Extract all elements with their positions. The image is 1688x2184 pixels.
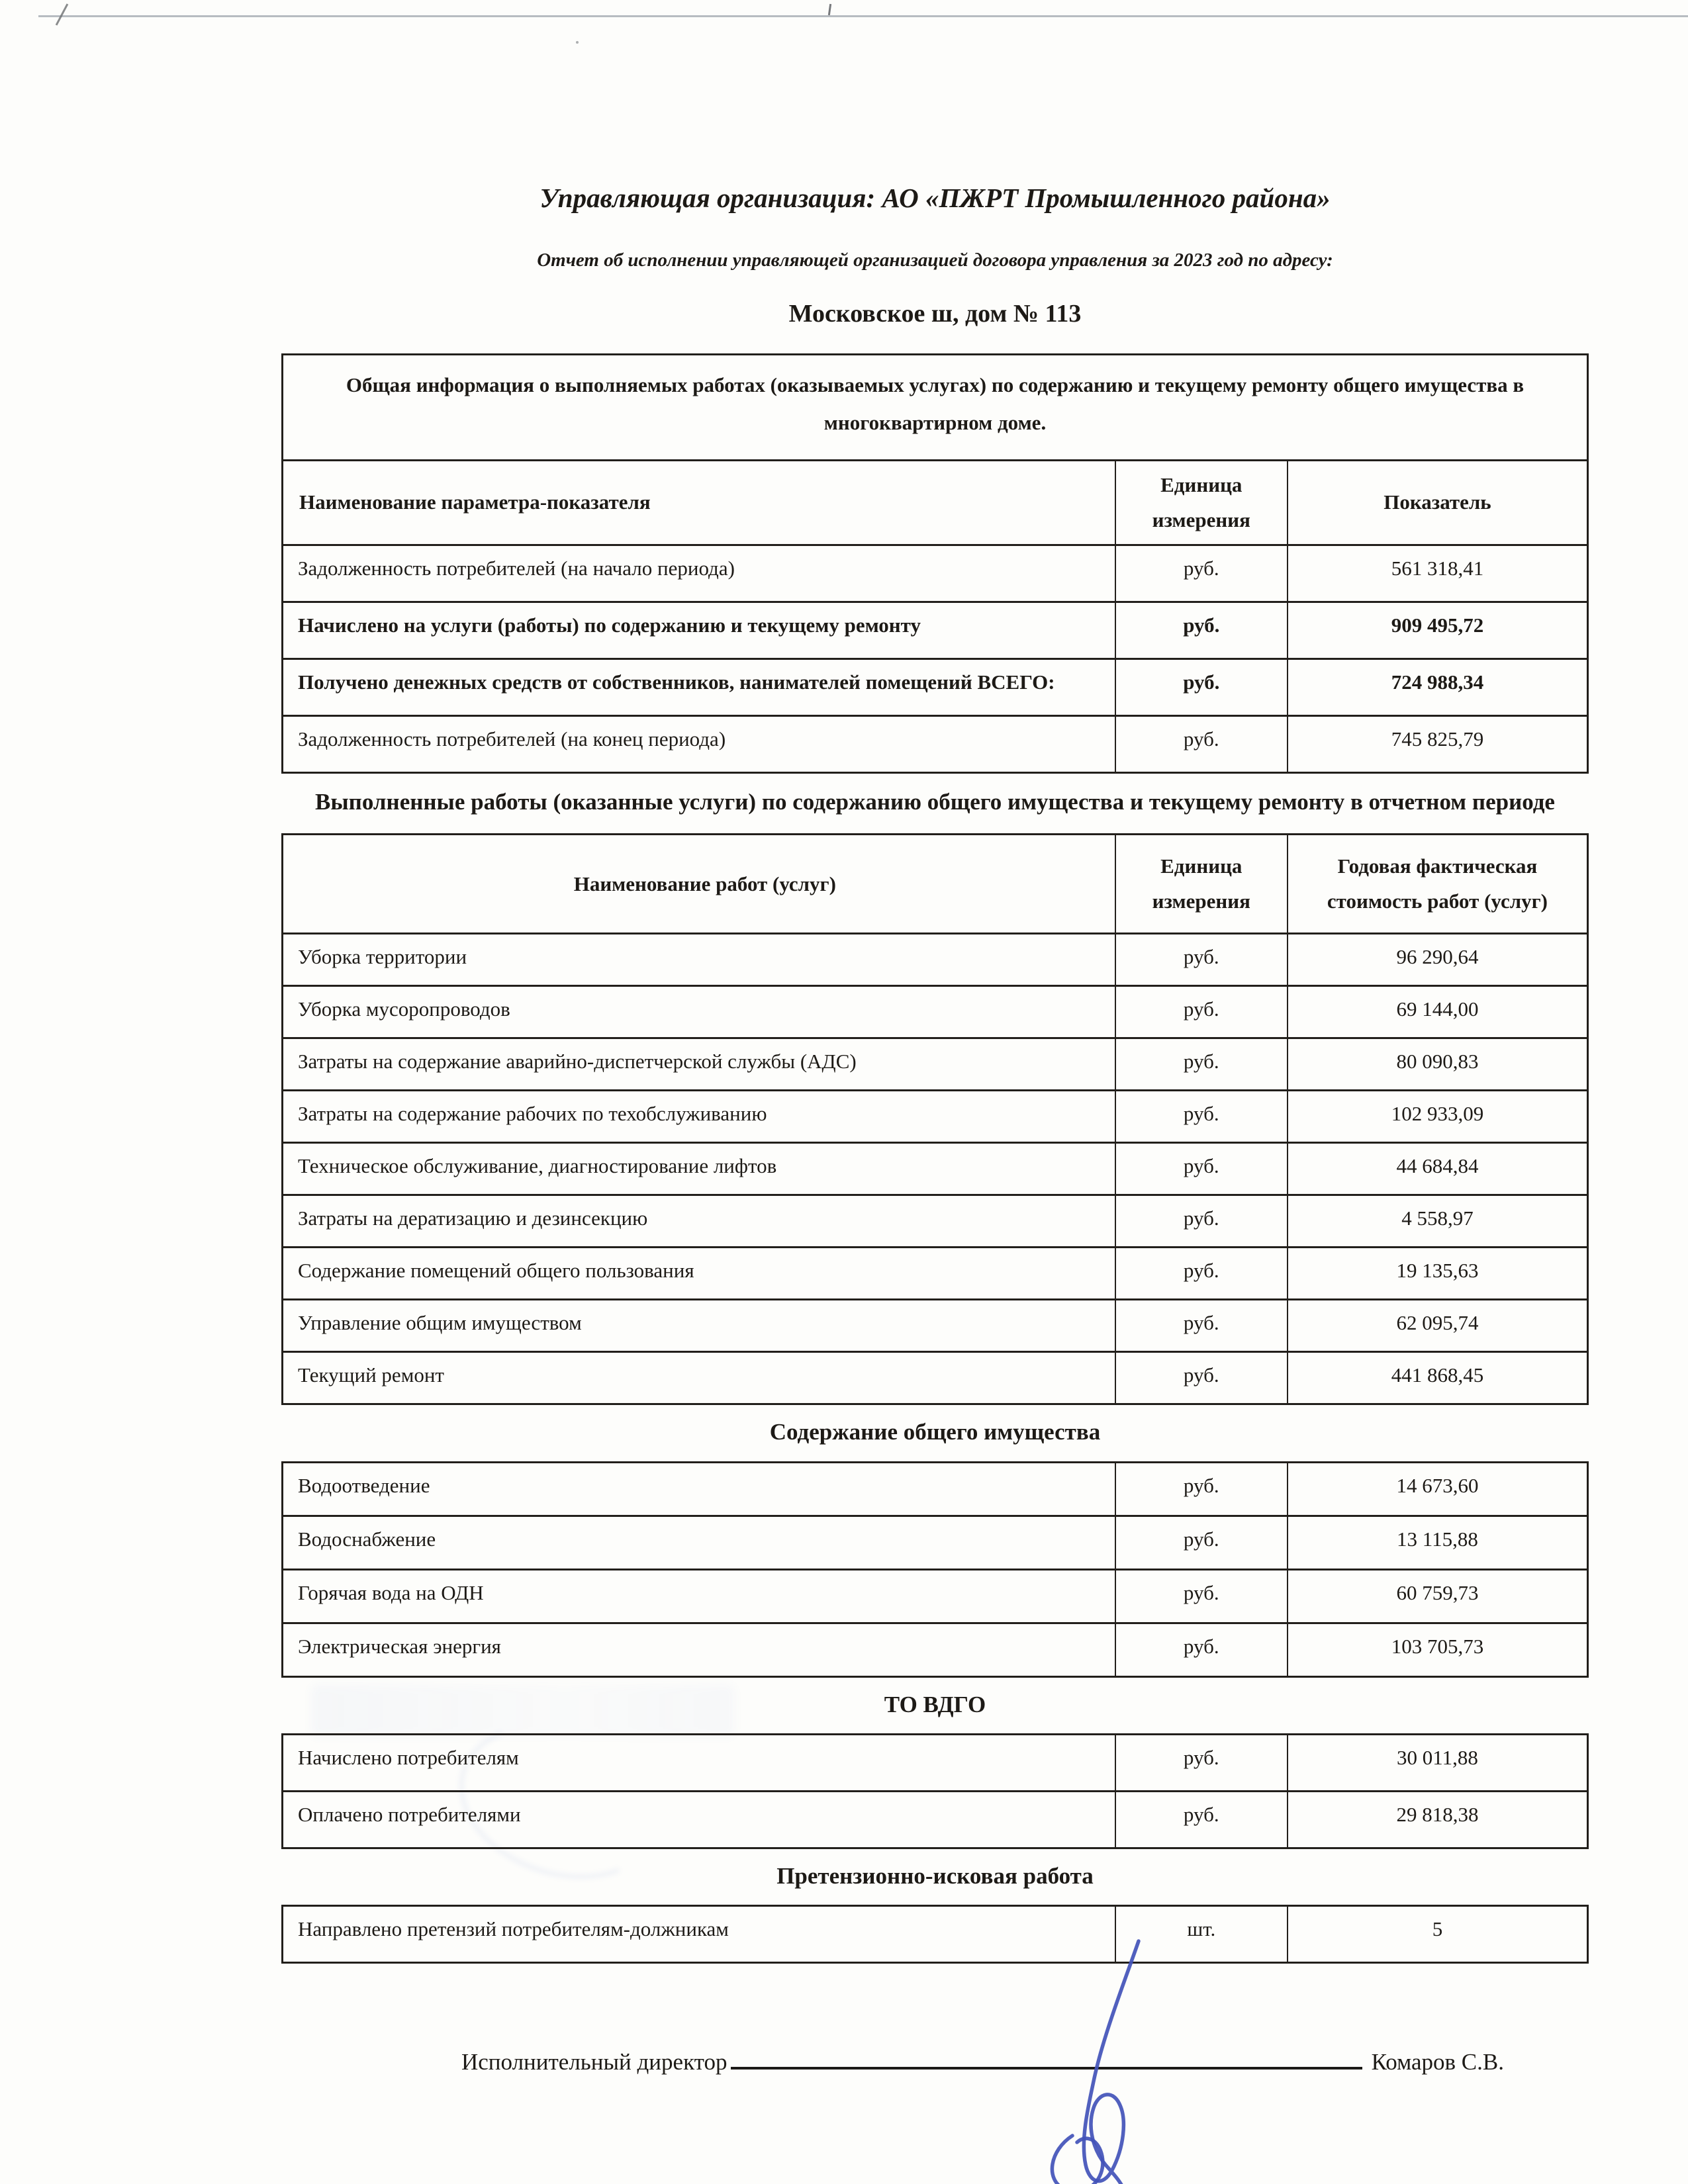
- unit-cell: руб.: [1115, 1623, 1288, 1676]
- unit-cell: руб.: [1115, 1143, 1288, 1195]
- scan-artifact-tick: [56, 3, 69, 25]
- table-row: [283, 1352, 1588, 1404]
- signature-line: [731, 2042, 1362, 2070]
- work-name-cell: Затраты на содержание аварийно-диспетчерской службы (АДС): [283, 1038, 1115, 1091]
- unit-cell: руб.: [1115, 1195, 1288, 1248]
- table-row: [283, 1623, 1588, 1676]
- value-cell: 724 988,34: [1288, 659, 1588, 716]
- table-row: [283, 1569, 1588, 1623]
- work-name-cell: Затраты на содержание рабочих по техобслуживанию: [283, 1091, 1115, 1143]
- value-cell: 5: [1288, 1906, 1588, 1963]
- value-cell: 909 495,72: [1288, 602, 1588, 659]
- parameter-name-cell: Получено денежных средств от собственников, нанимателей помещений ВСЕГО:: [283, 659, 1115, 716]
- performed-works-rows: [283, 934, 1588, 1404]
- parameter-name-cell: Начислено на услуги (работы) по содержанию и текущему ремонту: [283, 602, 1115, 659]
- unit-cell: руб.: [1115, 545, 1288, 602]
- work-name-cell: Текущий ремонт: [283, 1352, 1115, 1404]
- unit-cell: руб.: [1115, 1352, 1288, 1404]
- value-cell: 561 318,41: [1288, 545, 1588, 602]
- value-cell: 69 144,00: [1288, 986, 1588, 1038]
- maintenance-table: [281, 1461, 1589, 1678]
- table-row: [283, 1300, 1588, 1352]
- work-name-cell: Уборка мусоропроводов: [283, 986, 1115, 1038]
- table-row: [283, 1516, 1588, 1569]
- column-header-row: [283, 460, 1588, 545]
- signature-name: Комаров С.В.: [1371, 2049, 1504, 2075]
- work-name-cell: Электрическая энергия: [283, 1623, 1115, 1676]
- value-cell: 14 673,60: [1288, 1462, 1588, 1516]
- address-line: Московское ш, дом № 113: [788, 300, 1082, 328]
- unit-cell: руб.: [1115, 1462, 1288, 1516]
- table-row: [283, 1462, 1588, 1516]
- table-row: [283, 986, 1588, 1038]
- performed-works-table: [281, 833, 1589, 1405]
- signature-role-label: Исполнительный директор: [461, 2049, 727, 2075]
- table-caption: Общая информация о выполняемых работах (оказываемых услугах) по содержанию и текущему ремонту общего имущества в многоквартирном доме.: [283, 355, 1588, 461]
- value-cell: 30 011,88: [1288, 1734, 1588, 1791]
- value-cell: 441 868,45: [1288, 1352, 1588, 1404]
- work-name-cell: Содержание помещений общего пользования: [283, 1248, 1115, 1300]
- unit-cell: руб.: [1115, 1300, 1288, 1352]
- report-subtitle: Отчет об исполнении управляющей организацией договора управления за 2023 год по адресу:: [537, 250, 1333, 271]
- work-name-cell: Затраты на дератизацию и дезинсекцию: [283, 1195, 1115, 1248]
- table-row: [283, 1248, 1588, 1300]
- section-heading-performed-works: Выполненные работы (оказанные услуги) по содержанию общего имущества и текущему ремонту в отчетном периоде: [315, 789, 1555, 815]
- work-name-cell: Водоотведение: [283, 1462, 1115, 1516]
- unit-cell: руб.: [1115, 1248, 1288, 1300]
- value-cell: 29 818,38: [1288, 1791, 1588, 1848]
- work-name-cell: Управление общим имуществом: [283, 1300, 1115, 1352]
- table-row: [283, 716, 1588, 773]
- general-info-table: [281, 353, 1589, 774]
- column-header-value: Годовая фактическая стоимость работ (услуг): [1288, 835, 1588, 934]
- value-cell: 96 290,64: [1288, 934, 1588, 986]
- claims-rows: [283, 1906, 1588, 1963]
- general-info-rows: [283, 545, 1588, 773]
- unit-cell: руб.: [1115, 602, 1288, 659]
- maintenance-rows: [283, 1462, 1588, 1676]
- unit-cell: шт.: [1115, 1906, 1288, 1963]
- work-name-cell: Начислено потребителям: [283, 1734, 1115, 1791]
- vdgo-rows: [283, 1734, 1588, 1848]
- table-row: [283, 1734, 1588, 1791]
- unit-cell: руб.: [1115, 1734, 1288, 1791]
- signature-ink: [1009, 1937, 1207, 2184]
- table-caption-row: [283, 355, 1588, 461]
- table-row: [283, 934, 1588, 986]
- unit-cell: руб.: [1115, 986, 1288, 1038]
- column-header-name: Наименование работ (услуг): [283, 835, 1115, 934]
- work-name-cell: Уборка территории: [283, 934, 1115, 986]
- column-header-unit: Единица измерения: [1115, 460, 1288, 545]
- unit-cell: руб.: [1115, 1569, 1288, 1623]
- value-cell: 62 095,74: [1288, 1300, 1588, 1352]
- work-name-cell: Водоснабжение: [283, 1516, 1115, 1569]
- table-row: [283, 1143, 1588, 1195]
- document-content: [281, 0, 1589, 2075]
- table-row: [283, 1091, 1588, 1143]
- vdgo-table: [281, 1733, 1589, 1849]
- parameter-name-cell: Задолженность потребителей (на конец периода): [283, 716, 1115, 773]
- value-cell: 80 090,83: [1288, 1038, 1588, 1091]
- value-cell: 745 825,79: [1288, 716, 1588, 773]
- section-heading-vdgo: ТО ВДГО: [884, 1691, 986, 1717]
- managing-organization-title: Управляющая организация: АО «ПЖРТ Промышленного района»: [539, 183, 1331, 213]
- column-header-value: Показатель: [1288, 460, 1588, 545]
- column-header-name: Наименование параметра-показателя: [283, 460, 1115, 545]
- work-name-cell: Направлено претензий потребителям-должникам: [283, 1906, 1115, 1963]
- column-header-row: [283, 835, 1588, 934]
- value-cell: 19 135,63: [1288, 1248, 1588, 1300]
- value-cell: 13 115,88: [1288, 1516, 1588, 1569]
- work-name-cell: Горячая вода на ОДН: [283, 1569, 1115, 1623]
- claims-table: [281, 1905, 1589, 1964]
- unit-cell: руб.: [1115, 1791, 1288, 1848]
- parameter-name-cell: Задолженность потребителей (на начало периода): [283, 545, 1115, 602]
- value-cell: 60 759,73: [1288, 1569, 1588, 1623]
- table-row: [283, 545, 1588, 602]
- section-heading-maintenance: Содержание общего имущества: [769, 1419, 1101, 1445]
- value-cell: 44 684,84: [1288, 1143, 1588, 1195]
- work-name-cell: Техническое обслуживание, диагностирование лифтов: [283, 1143, 1115, 1195]
- unit-cell: руб.: [1115, 1516, 1288, 1569]
- column-header-unit: Единица измерения: [1115, 835, 1288, 934]
- table-row: [283, 1038, 1588, 1091]
- table-row: [283, 659, 1588, 716]
- table-row: [283, 1195, 1588, 1248]
- work-name-cell: Оплачено потребителями: [283, 1791, 1115, 1848]
- unit-cell: руб.: [1115, 1038, 1288, 1091]
- table-row: [283, 602, 1588, 659]
- value-cell: 103 705,73: [1288, 1623, 1588, 1676]
- table-row: [283, 1906, 1588, 1963]
- unit-cell: руб.: [1115, 716, 1288, 773]
- unit-cell: руб.: [1115, 659, 1288, 716]
- value-cell: 102 933,09: [1288, 1091, 1588, 1143]
- unit-cell: руб.: [1115, 934, 1288, 986]
- unit-cell: руб.: [1115, 1091, 1288, 1143]
- section-heading-claims: Претензионно-исковая работа: [776, 1862, 1094, 1889]
- table-row: [283, 1791, 1588, 1848]
- value-cell: 4 558,97: [1288, 1195, 1588, 1248]
- signature-block: [281, 2042, 1589, 2075]
